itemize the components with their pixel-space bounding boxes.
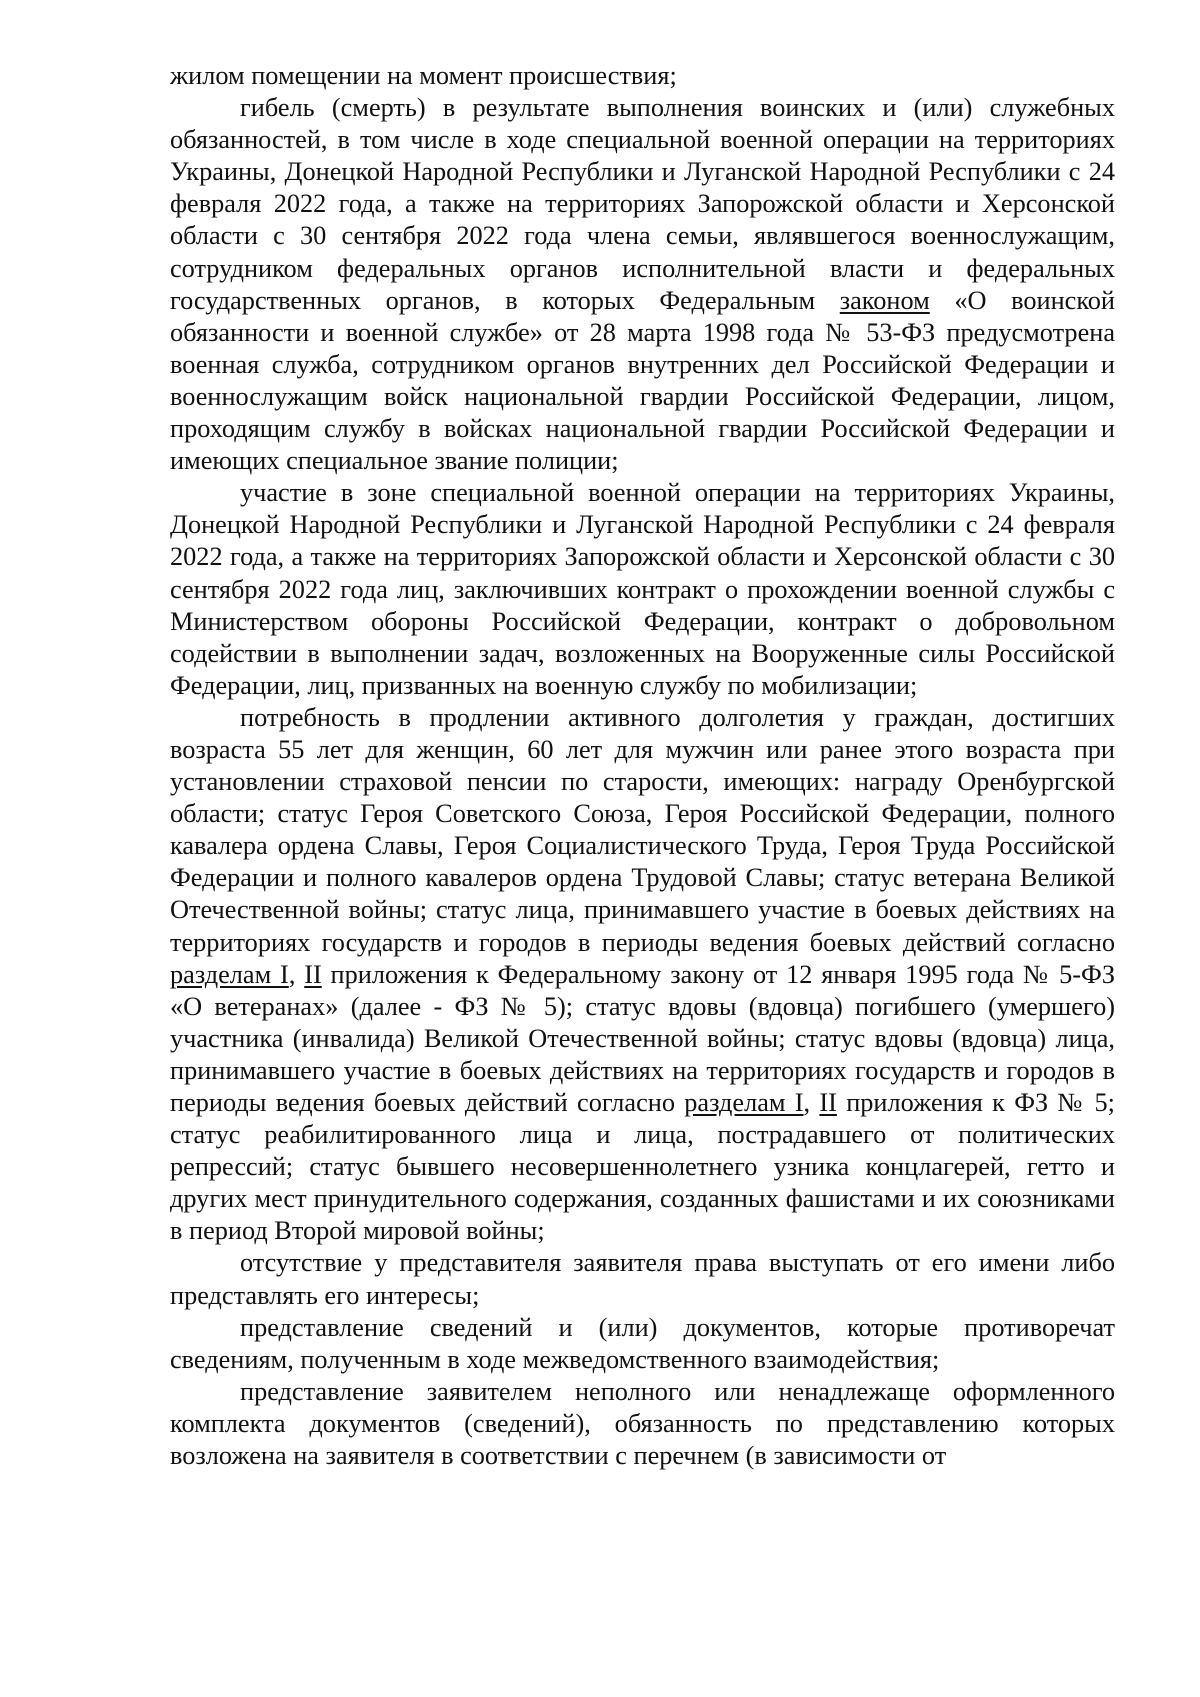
paragraph-text: гибель (смерть) в результате выполнения воинских и (или) служебных обязанностей, в том числе в ходе специальной военной операции на территориях Украины, Донецкой Народной Республики и Луганской Народной Республики с 24 февраля 2022 года, а также на территориях Запорожской области и Херсонской области с 30 сентября 2022 года члена семьи, являвшегося военнослужащим, сотрудником федеральных органов исполнительной власти и федеральных государственных органов, в которых Федеральным xyxy=(170,93,1115,315)
paragraph-text: приложения к ФЗ № 5; статус реабилитированного лица и лица, пострадавшего от политических репрессий; статус бывшего несовершеннолетнего узника концлагерей, гетто и других мест принудительного содержания, созданных фашистами и их союзниками в период Второй мировой войны; xyxy=(170,1088,1115,1246)
paragraph-text: потребность в продлении активного долголетия у граждан, достигших возраста 55 лет для женщин, 60 лет для мужчин или ранее этого возраста при установлении страховой пенсии по старости, имеющих: награду Оренбургской области; статус Героя Советского Союза, Героя Российской Федерации, полного кавалера ордена Славы, Героя Социалистического Труда, Героя Труда Российской Федерации и полного кавалеров ордена Трудовой Славы; статус ветерана Великой Отечественной войны; статус лица, принимавшего участие в боевых действиях на территориях государств и городов в периоды ведения боевых действий согласно xyxy=(170,702,1115,957)
paragraph-text: отсутствие у представителя заявителя права выступать от его имени либо представлять его интересы; xyxy=(170,1248,1115,1310)
law-reference-link[interactable]: разделам I xyxy=(170,959,289,989)
paragraph xyxy=(170,1247,1115,1311)
paragraph-text: представление заявителем неполного или ненадлежаще оформленного комплекта документов (сведений), обязанность по представлению которых возложена на заявителя в соответствии с перечнем (в зависимости от xyxy=(170,1376,1115,1471)
paragraph xyxy=(170,477,1115,702)
document-page xyxy=(170,60,1115,1472)
law-reference-link[interactable]: II xyxy=(304,959,322,989)
paragraph xyxy=(170,92,1115,477)
paragraph-text: представление сведений и (или) документов, которые противоречат сведениям, полученным в ходе межведомственного взаимодействия; xyxy=(170,1312,1115,1374)
paragraph xyxy=(170,1312,1115,1376)
paragraph-text: приложения к Федеральному закону от 12 января 1995 года № 5-ФЗ «О ветеранах» (далее - ФЗ № 5); статус вдовы (вдовца) погибшего (умершего) участника (инвалида) Великой Отечественной войны; статус вдовы (вдовца) лица, принимавшего участие в боевых действиях на территориях государств и городов в периоды ведения боевых действий согласно xyxy=(170,959,1116,1117)
paragraph-text: , xyxy=(288,959,305,989)
paragraph xyxy=(170,1376,1115,1472)
paragraph-text: жилом помещении на момент происшествия; xyxy=(170,61,677,90)
paragraph-text: участие в зоне специальной военной операции на территориях Украины, Донецкой Народной Республики и Луганской Народной Республики с 24 февраля 2022 года, а также на территориях Запорожской области и Херсонской области с 30 сентября 2022 года лиц, заключивших контракт о прохождении военной службы с Министерством обороны Российской Федерации, контракт о добровольном содействии в выполнении задач, возложенных на Вооруженные силы Российской Федерации, лиц, призванных на военную службу по мобилизации; xyxy=(170,478,1115,700)
paragraph-text: «О воинской обязанности и военной службе» от 28 марта 1998 года № 53-ФЗ предусмотрена военная служба, сотрудником органов внутренних дел Российской Федерации и военнослужащим войск национальной гвардии Российской Федерации, лицом, проходящим службу в войсках национальной гвардии Российской Федерации и имеющих специальное звание полиции; xyxy=(170,285,1116,476)
paragraph-text: , xyxy=(803,1088,820,1117)
law-reference-link[interactable]: II xyxy=(819,1088,837,1117)
law-reference-link[interactable]: законом xyxy=(839,285,930,315)
law-reference-link[interactable]: разделам I xyxy=(684,1088,804,1117)
paragraph xyxy=(170,702,1115,1248)
paragraph xyxy=(170,60,1115,92)
